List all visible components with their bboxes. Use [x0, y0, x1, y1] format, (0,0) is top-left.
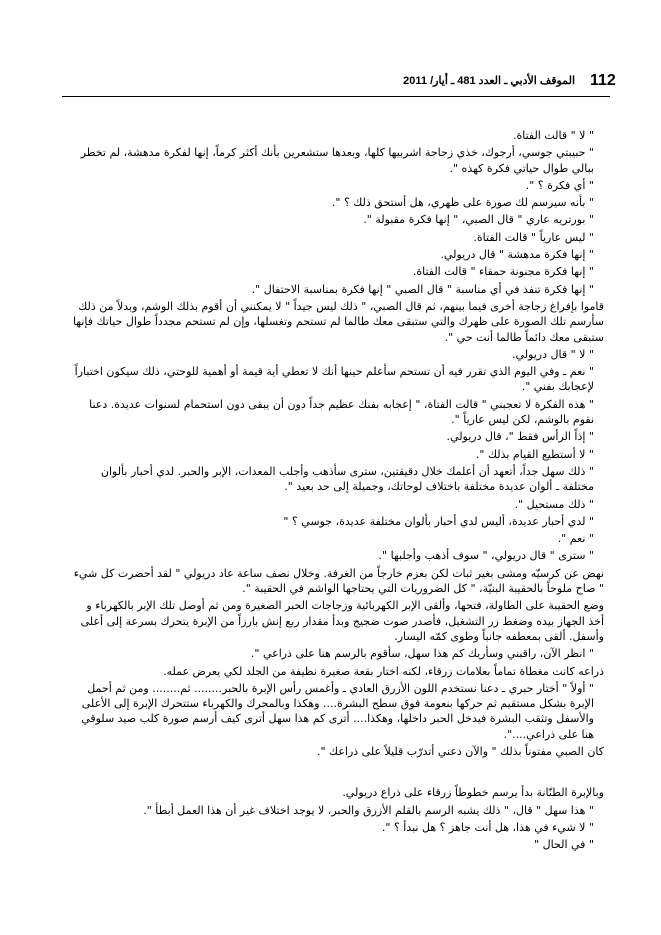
- paragraph: " إنها فكرة مجنونة حمقاء " قالت الفتاة.: [412, 265, 594, 279]
- paragraph: " انظر الآن، راقبني وسأريك كم هذا سهل، سأقوم بالرسم هنا على ذراعي ".: [250, 647, 594, 661]
- paragraph: " أولاً " أختار حبري ـ دعنا نستخدم اللون الأزرق العادي ـ وأغمس رأس الإبرة بالحبر........ ثم........ ومن ثم أحمل الإبرة بشكل مستقيم ثم حركها بنعومة فوق سطح البشرة.... وهكذا وبالمحرك والكهرباء ستتحرك الإبرة إلى الأعلى والأسفل وتثقب البشرة فيدخل الحبر داخلها، وهكذا.... أترى كم هذا سهل أترى كيف أرسم صورة كلب صيد سلوقي هنا على ذراعي....".: [81, 681, 594, 741]
- paragraph: " ذلك مستحيل ".: [514, 497, 594, 511]
- paragraph: " هذا سهل " قال، " ذلك يشبه الرسم بالقلم الأزرق والحبر، لا يوجد اختلاف غير أن هذا العمل أبطأ ".: [143, 803, 594, 817]
- paragraph: وبالإبرة الطنّانة بدأ يرسم خطوطاً زرقاء على ذراع دريولي.: [342, 786, 604, 800]
- running-head: الموقف الأدبي ـ العدد 481 ـ أيار/ 2011: [403, 75, 575, 87]
- header-rule: [62, 96, 610, 97]
- paragraph: " لا " قال دريولي.: [512, 347, 594, 361]
- paragraph: وضع الحقيبة على الطاولة، فتحها، وألقى الإبر الكهربائية وزجاجات الحبر الصغيرة ومن ثم أوصل تلك الإبر بالكهرباء و أخذ الجهاز بيده وضغط زر التشغيل، فأصدر صوت ضجيج وبدأ مقدار ربع إنش بارزاً من الإبرة يتحرك بسرعة إلى أعلى وأسفل. ألقى بمعطفه جانباً وطوى كمّه اليسار.: [80, 599, 604, 643]
- paragraph: " إنها فكرة مدهشة " قال دريولي.: [440, 248, 594, 262]
- paragraph: " لا أستطيع القيام بذلك ".: [475, 447, 594, 461]
- paragraph: " هذه الفكرة لا تعجبني " قالت الفتاة، " إعجابه بفنك عظيم جداً دون أن يبقى دون استحمام لسنوات عديدة. دعنا نقوم بالوشم، لكن ليس عارياً ".: [89, 397, 594, 427]
- article-body: [68, 128, 604, 854]
- paragraph: " لدي أحبار عديدة، أليس لدي أحبار بألوان مختلفة عديدة، جوسي ؟ ": [283, 514, 594, 528]
- paragraph: قاموا بإفراغ زجاجة أخرى فيما بينهم، ثم قال الصبي، " ذلك ليس جيداً " لا يمكنني أن أقوم بذلك الوشم، وبدلاً من ذلك سأرسم تلك الصورة على ظهرك والتي ستبقى معك طالما لم تستحم وتغسلها، وإن لم تستحم مجدداً طوال حياتك فإنها ستبقى معك دائماً طالما أنت حي ".: [72, 299, 604, 344]
- paragraph: " بأنه سيرسم لك صورة على ظهري، هل أستحق ذلك ؟ ".: [331, 196, 594, 210]
- paragraph: " ذلك سهل جداً، أتعهد أن أعلمك خلال دقيقتين، سترى سأذهب وأجلب المعدات، الإبر والحبر. لدي أحبار بألوان مختلفة ـ ألوان عديدة مختلفة باختلاف لوحاتك، وجميلة إلى حد بعيد ".: [100, 464, 594, 494]
- paragraph: كان الصبي مفتوناً بذلك " والآن دعني أتدرّب قليلاً على ذراعك ".: [317, 744, 604, 758]
- paragraph: ذراعه كانت مغطاة تماماً بعلامات زرقاء، لكنه اختار بقعة صغيرة نظيفة من الجلد لكي يعرض عمله.: [163, 664, 604, 678]
- paragraph: " نعم ـ وفي اليوم الذي تقرر فيه أن تستحم سأعلم حينها أنك لا تعطي أية قيمة أو أهمية للوحتي، ذلك سيكون اختباراً لإعجابك بفني ".: [74, 365, 594, 394]
- paragraph: " إنها فكرة تنفذ في أي مناسبة " قال الصبي " إنها فكرة بمناسبة الاحتفال ".: [251, 282, 594, 296]
- paragraph: " لا " قالت الفتاة.: [512, 129, 594, 142]
- paragraph: " نعم ".: [557, 532, 594, 546]
- paragraph: نهض عن كرسيّه ومشى بغير ثبات لكن بعزم خارجاً من الغرفة. وخلال نصف ساعة عاد دريولي " لقد أحضرت كل شيء " صاح ملوحاً بالحقيبة البنيّة، " كل الضروريات التي يحتاجها الواشم في الحقيبة ".: [73, 566, 604, 596]
- paragraph: " ليس عارياً " قالت الفتاة.: [473, 230, 594, 244]
- paragraph: " لا شيء في هذا، هل أنت جاهز ؟ هل نبدأ ؟ ".: [381, 820, 594, 834]
- paragraph: " بورتريه عاري " قال الصبي، " إنها فكرة مقبولة ".: [363, 213, 594, 227]
- paragraph: " أي فكرة ؟ ".: [525, 178, 594, 192]
- paragraph: " في الحال ": [534, 838, 594, 852]
- paragraph: " حبيبتي جوسي، أرجوك، خذي زجاجة اشربيها كلها، وبعدها ستشعرين بأنك أكثر كرماً، إنها لفكرة مدهشة، لم تخطر ببالي طوال حياتي فكرة كهذه ".: [80, 146, 594, 175]
- paragraph: " إذاً الرأس فقط "، قال دريولي.: [446, 430, 594, 444]
- paragraph: " سترى " قال دريولي، " سوف أذهب وأجلبها ".: [378, 549, 594, 563]
- page-number: 112: [590, 72, 616, 89]
- page-header: [0, 0, 661, 100]
